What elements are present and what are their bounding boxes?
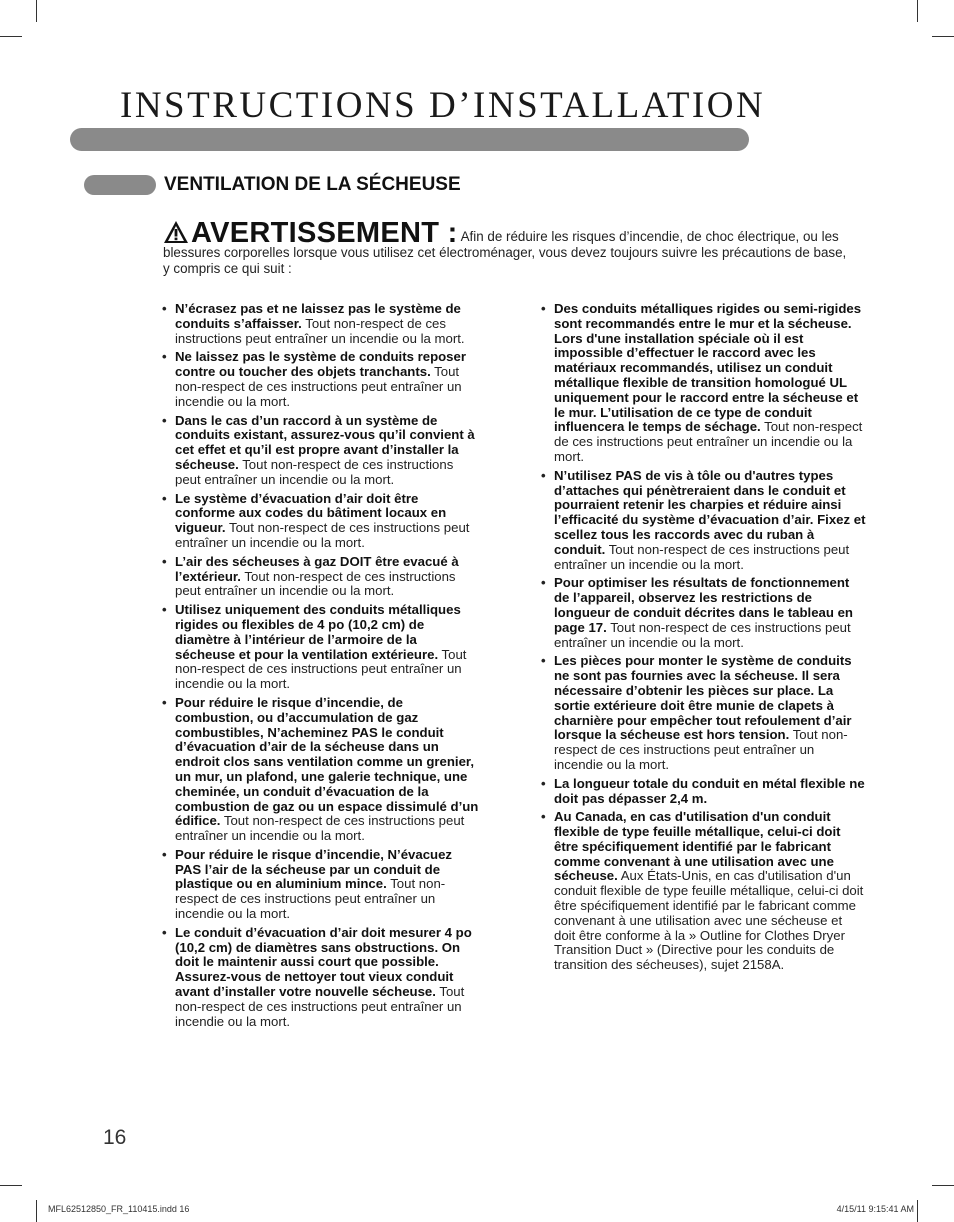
- item-bold-text: Les pièces pour monter le système de conduits ne sont pas fournies avec la sécheuse. Il sera nécessaire d’obtenir les pièces sur place. La sortie extérieure doit être munie de clapets à charnière pour empêcher tout refoulement d’air lorsque la sécheuse est hors tension.: [554, 653, 852, 743]
- list-item: [541, 810, 867, 973]
- title-bar: [70, 128, 749, 151]
- bullet: •: [162, 553, 167, 569]
- item-bold-text: Pour optimiser les résultats de fonctionnement de l’appareil, observez les restrictions de longueur de conduit décrites dans le tableau en page 17.: [554, 575, 853, 635]
- left-column: [162, 302, 480, 1033]
- page-number: 16: [103, 1126, 127, 1149]
- item-normal-text: Tout non-respect de ces instructions peut entraîner un incendie ou la mort.: [554, 619, 851, 650]
- list-item: [162, 350, 480, 409]
- item-bold-text: Le conduit d’évacuation d’air doit mesurer 4 po (10,2 cm) de diamètres sans obstructions. On doit le maintenir aussi court que possible. Assurez-vous de nettoyer tout vieux conduit avant d’installer votre nouvelle sécheuse.: [175, 924, 472, 1000]
- page-title: INSTRUCTIONS D’INSTALLATION: [120, 85, 766, 126]
- section-title: VENTILATION DE LA SÉCHEUSE: [164, 174, 461, 195]
- crop-mark: [0, 36, 22, 37]
- item-normal-text: Tout non-respect de ces instructions peut entraîner un incendie ou la mort.: [554, 419, 863, 464]
- item-bold-text: Dans le cas d’un raccord à un système de conduits existant, assurez-vous qu’il convient à cet effet et qu’il est propre avant d’installer la sécheuse.: [175, 412, 475, 472]
- bullet: •: [162, 301, 167, 316]
- list-item: [162, 492, 480, 551]
- warning-block: [163, 217, 853, 277]
- warning-icon: [163, 220, 189, 244]
- list-item: [541, 654, 867, 772]
- item-bold-text: Ne laissez pas le système de conduits reposer contre ou toucher des objets tranchants.: [175, 349, 466, 380]
- bullet: •: [162, 490, 167, 506]
- item-bold-text: Pour réduire le risque d’incendie, N’évacuez PAS l’air de la sécheuse par un conduit de plastique ou en aluminium mince.: [175, 846, 453, 892]
- list-item: [162, 926, 480, 1030]
- crop-mark: [917, 1200, 918, 1222]
- list-item: [541, 469, 867, 573]
- crop-mark: [36, 1200, 37, 1222]
- item-normal-text: Tout non-respect de ces instructions peut entraîner un incendie ou la mort.: [554, 727, 848, 772]
- item-normal-text: Tout non-respect de ces instructions peut entraîner un incendie ou la mort.: [175, 984, 465, 1029]
- item-bold-text: Au Canada, en cas d'utilisation d'un conduit flexible de type feuille métallique, celui-ci doit être spécifiquement identifié par le fabricant comme convenant à une utilisation avec une sécheuse.: [554, 809, 841, 884]
- list-item: [162, 555, 480, 599]
- list-item: [162, 696, 480, 844]
- bullet: •: [541, 467, 546, 483]
- item-normal-text: Tout non-respect de ces instructions peut entraîner un incendie ou la mort.: [175, 456, 454, 487]
- item-bold-text: N’utilisez PAS de vis à tôle ou d'autres types d’attaches qui pénètreraient dans le conduit et pourraient retenir les charpies et réduire ainsi l’efficacité du système d’évacuation d’air. Fixez et scellez tous les raccords avec du ruban à conduit.: [554, 467, 866, 557]
- list-item: [541, 576, 867, 650]
- item-normal-text: Tout non-respect de ces instructions peut entraîner un incendie ou la mort.: [175, 315, 465, 346]
- warning-text: Afin de réduire les risques d’incendie, de choc électrique, ou les blessures corporelles lorsque vous utilisez cet électroménager, vous devez toujours suivre les précautions de base, y compris ce qui suit :: [163, 229, 847, 276]
- crop-mark: [917, 0, 918, 22]
- bullet: •: [162, 349, 167, 365]
- item-normal-text: Tout non-respect de ces instructions peut entraîner un incendie ou la mort.: [175, 568, 456, 599]
- bullet: •: [541, 301, 546, 316]
- bullet: •: [162, 412, 167, 428]
- item-normal-text: Tout non-respect de ces instructions peut entraîner un incendie ou la mort.: [175, 876, 446, 922]
- warning-heading: AVERTISSEMENT :: [191, 217, 458, 249]
- footer-file-name: MFL62512850_FR_110415.indd 16: [48, 1204, 190, 1214]
- item-bold-text: L’air des sécheuses à gaz DOIT être evacué à l’extérieur.: [175, 553, 459, 584]
- item-normal-text: Tout non-respect de ces instructions peut entraîner un incendie ou la mort.: [175, 364, 462, 409]
- bullet: •: [162, 602, 167, 618]
- footer-timestamp: 4/15/11 9:15:41 AM: [836, 1204, 914, 1214]
- list-item: [162, 302, 480, 346]
- list-item: [541, 777, 867, 807]
- bullet: •: [162, 694, 167, 710]
- section-pill: [84, 175, 156, 195]
- item-normal-text: Tout non-respect de ces instructions peut entraîner un incendie ou la mort.: [175, 646, 467, 692]
- list-item: [162, 414, 480, 488]
- right-column: [541, 302, 867, 977]
- item-bold-text: Pour réduire le risque d’incendie, de combustion, ou d’accumulation de gaz combustibles, N’acheminez PAS le conduit d’évacuation d’air de la sécheuse dans un endroit clos sans ventilation comme un grenier, un mur, un plafond, une galerie technique, une cheminée, un conduit d’évacuation de la combustion de gaz ou un espace dissimulé d’un édifice.: [175, 694, 479, 829]
- bullet: •: [162, 924, 167, 940]
- list-item: [162, 603, 480, 692]
- bullet: •: [162, 846, 167, 862]
- item-normal-text: Tout non-respect de ces instructions peut entraîner un incendie ou la mort.: [554, 541, 850, 572]
- item-bold-text: La longueur totale du conduit en métal flexible ne doit pas dépasser 2,4 m.: [554, 775, 865, 806]
- crop-mark: [0, 1185, 22, 1186]
- item-bold-text: Le système d’évacuation d’air doit être conforme aux codes du bâtiment locaux en vigueur.: [175, 490, 447, 536]
- bullet: •: [541, 653, 546, 669]
- item-normal-text: Tout non-respect de ces instructions peut entraîner un incendie ou la mort.: [175, 813, 465, 844]
- crop-mark: [932, 36, 954, 37]
- bullet: •: [541, 575, 546, 591]
- item-bold-text: N’écrasez pas et ne laissez pas le système de conduits s’affaisser.: [175, 301, 461, 331]
- bullet: •: [541, 775, 546, 791]
- item-bold-text: Des conduits métalliques rigides ou semi-rigides sont recommandés entre le mur et la sécheuse. Lors d'une installation spéciale où il est impossible d’effectuer le raccord avec les matériaux recommandés, utilisez un conduit métallique flexible de transition homologué UL uniquement pour le raccord entre la sécheuse et le mur. L’utilisation de ce type de conduit influencera le temps de séchage.: [554, 301, 862, 435]
- item-normal-text: Aux États-Unis, en cas d'utilisation d'un conduit flexible de type feuille métallique, celui-ci doit être spécifiquement identifié par le fabricant comme convenant à une utilisation avec une sécheuse et doit être conforme à la » Outline for Clothes Dryer Transition Duct » (Directive pour les conduits de transition des sécheuses), sujet 2158A.: [554, 868, 864, 973]
- list-item: [541, 302, 867, 465]
- crop-mark: [932, 1185, 954, 1186]
- item-normal-text: Tout non-respect de ces instructions peut entraîner un incendie ou la mort.: [175, 520, 470, 550]
- item-bold-text: Utilisez uniquement des conduits métalliques rigides ou flexibles de 4 po (10,2 cm) de diamètre à l’intérieur de l’armoire de la sécheuse et pour la ventilation extérieure.: [175, 602, 461, 662]
- bullet: •: [541, 809, 546, 825]
- crop-mark: [36, 0, 37, 22]
- list-item: [162, 848, 480, 922]
